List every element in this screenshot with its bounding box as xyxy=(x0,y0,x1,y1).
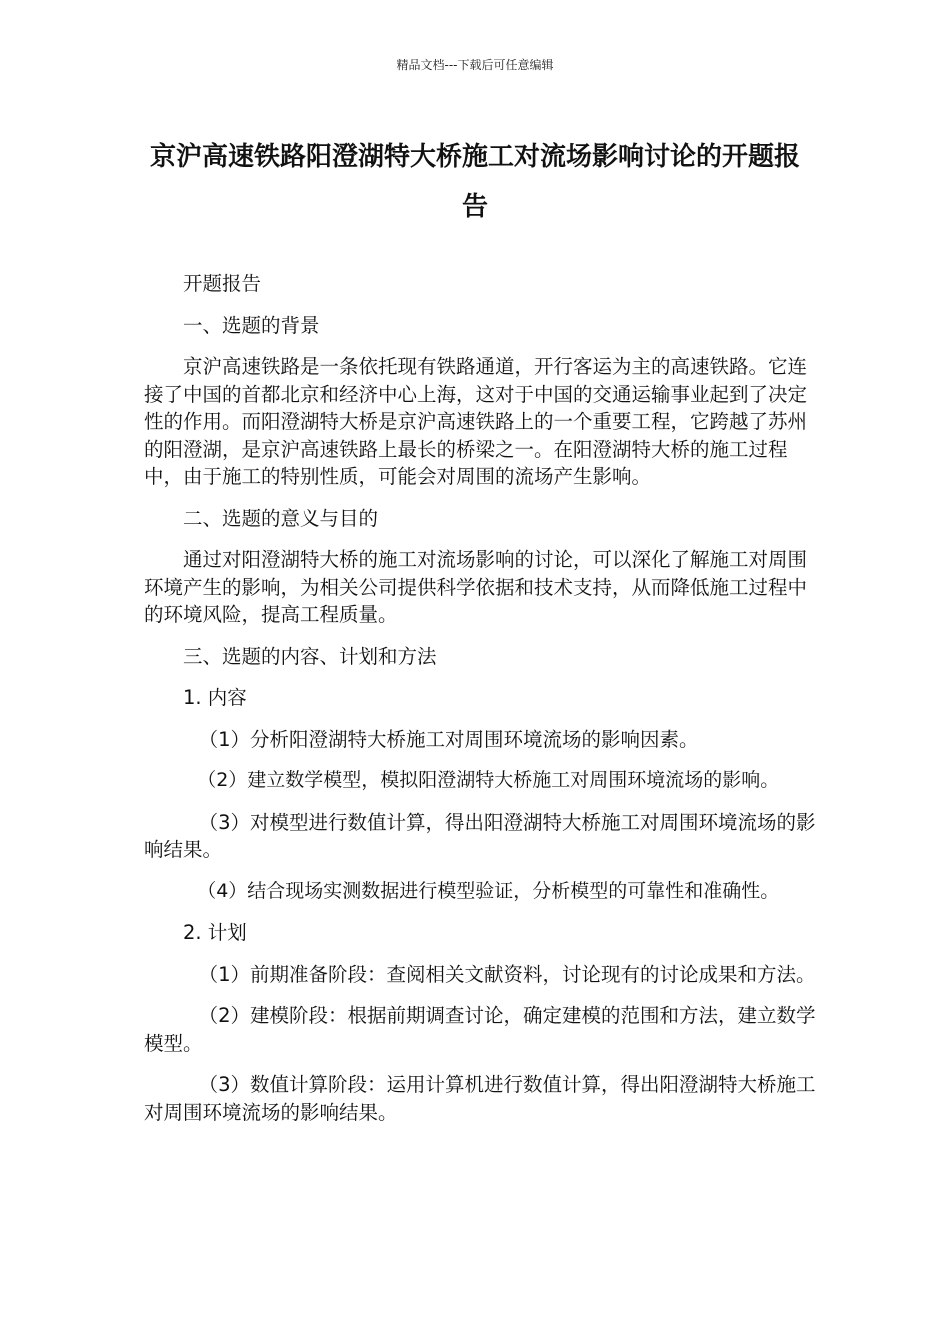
plan-item: （1）前期准备阶段：查阅相关文献资料，讨论现有的讨论成果和方法。 xyxy=(198,962,816,986)
document-body xyxy=(144,270,820,1140)
paragraph-significance: 通过对阳澄湖特大桥的施工对流场影响的讨论，可以深化了解施工对周围环境产生的影响，为相关公司提供科学依据和技术支持，从而降低施工过程中的环境风险，提高工程质量。 xyxy=(144,548,808,626)
header-note: 精品文档---下载后可任意编辑 xyxy=(396,58,554,72)
content-item: （1）分析阳澄湖特大桥施工对周围环境流场的影响因素。 xyxy=(198,727,699,751)
subheading-content: 1. 内容 xyxy=(183,686,247,709)
report-label: 开题报告 xyxy=(183,272,262,295)
plan-item: （3）数值计算阶段：运用计算机进行数值计算，得出阳澄湖特大桥施工对周围环境流场的影响结果。 xyxy=(144,1073,816,1124)
section-heading-background: 一、选题的背景 xyxy=(183,313,320,337)
content-item: （3）对模型进行数值计算，得出阳澄湖特大桥施工对周围环境流场的影响结果。 xyxy=(144,810,816,861)
subheading-plan: 2. 计划 xyxy=(183,921,247,944)
content-item: （4）结合现场实测数据进行模型验证，分析模型的可靠性和准确性。 xyxy=(197,879,780,902)
section-heading-content-plan-method: 三、选题的内容、计划和方法 xyxy=(183,644,437,668)
paragraph-background: 京沪高速铁路是一条依托现有铁路通道，开行客运为主的高速铁路。它连接了中国的首都北京和经济中心上海，这对于中国的交通运输事业起到了决定性的作用。而阳澄湖特大桥是京沪高速铁路上的一个重要工程，它跨越了苏州的阳澄湖，是京沪高速铁路上最长的桥梁之一。在阳澄湖特大桥的施工过程中，由于施工的特别性质，可能会对周围的流场产生影响。 xyxy=(144,355,808,488)
plan-item: （2）建模阶段：根据前期调查讨论，确定建模的范围和方法，建立数学模型。 xyxy=(144,1004,816,1055)
content-item: （2）建立数学模型，模拟阳澄湖特大桥施工对周围环境流场的影响。 xyxy=(197,769,780,791)
section-heading-significance: 二、选题的意义与目的 xyxy=(183,506,379,530)
document-title: 京沪高速铁路阳澄湖特大桥施工对流场影响讨论的开题报告 xyxy=(149,142,800,222)
